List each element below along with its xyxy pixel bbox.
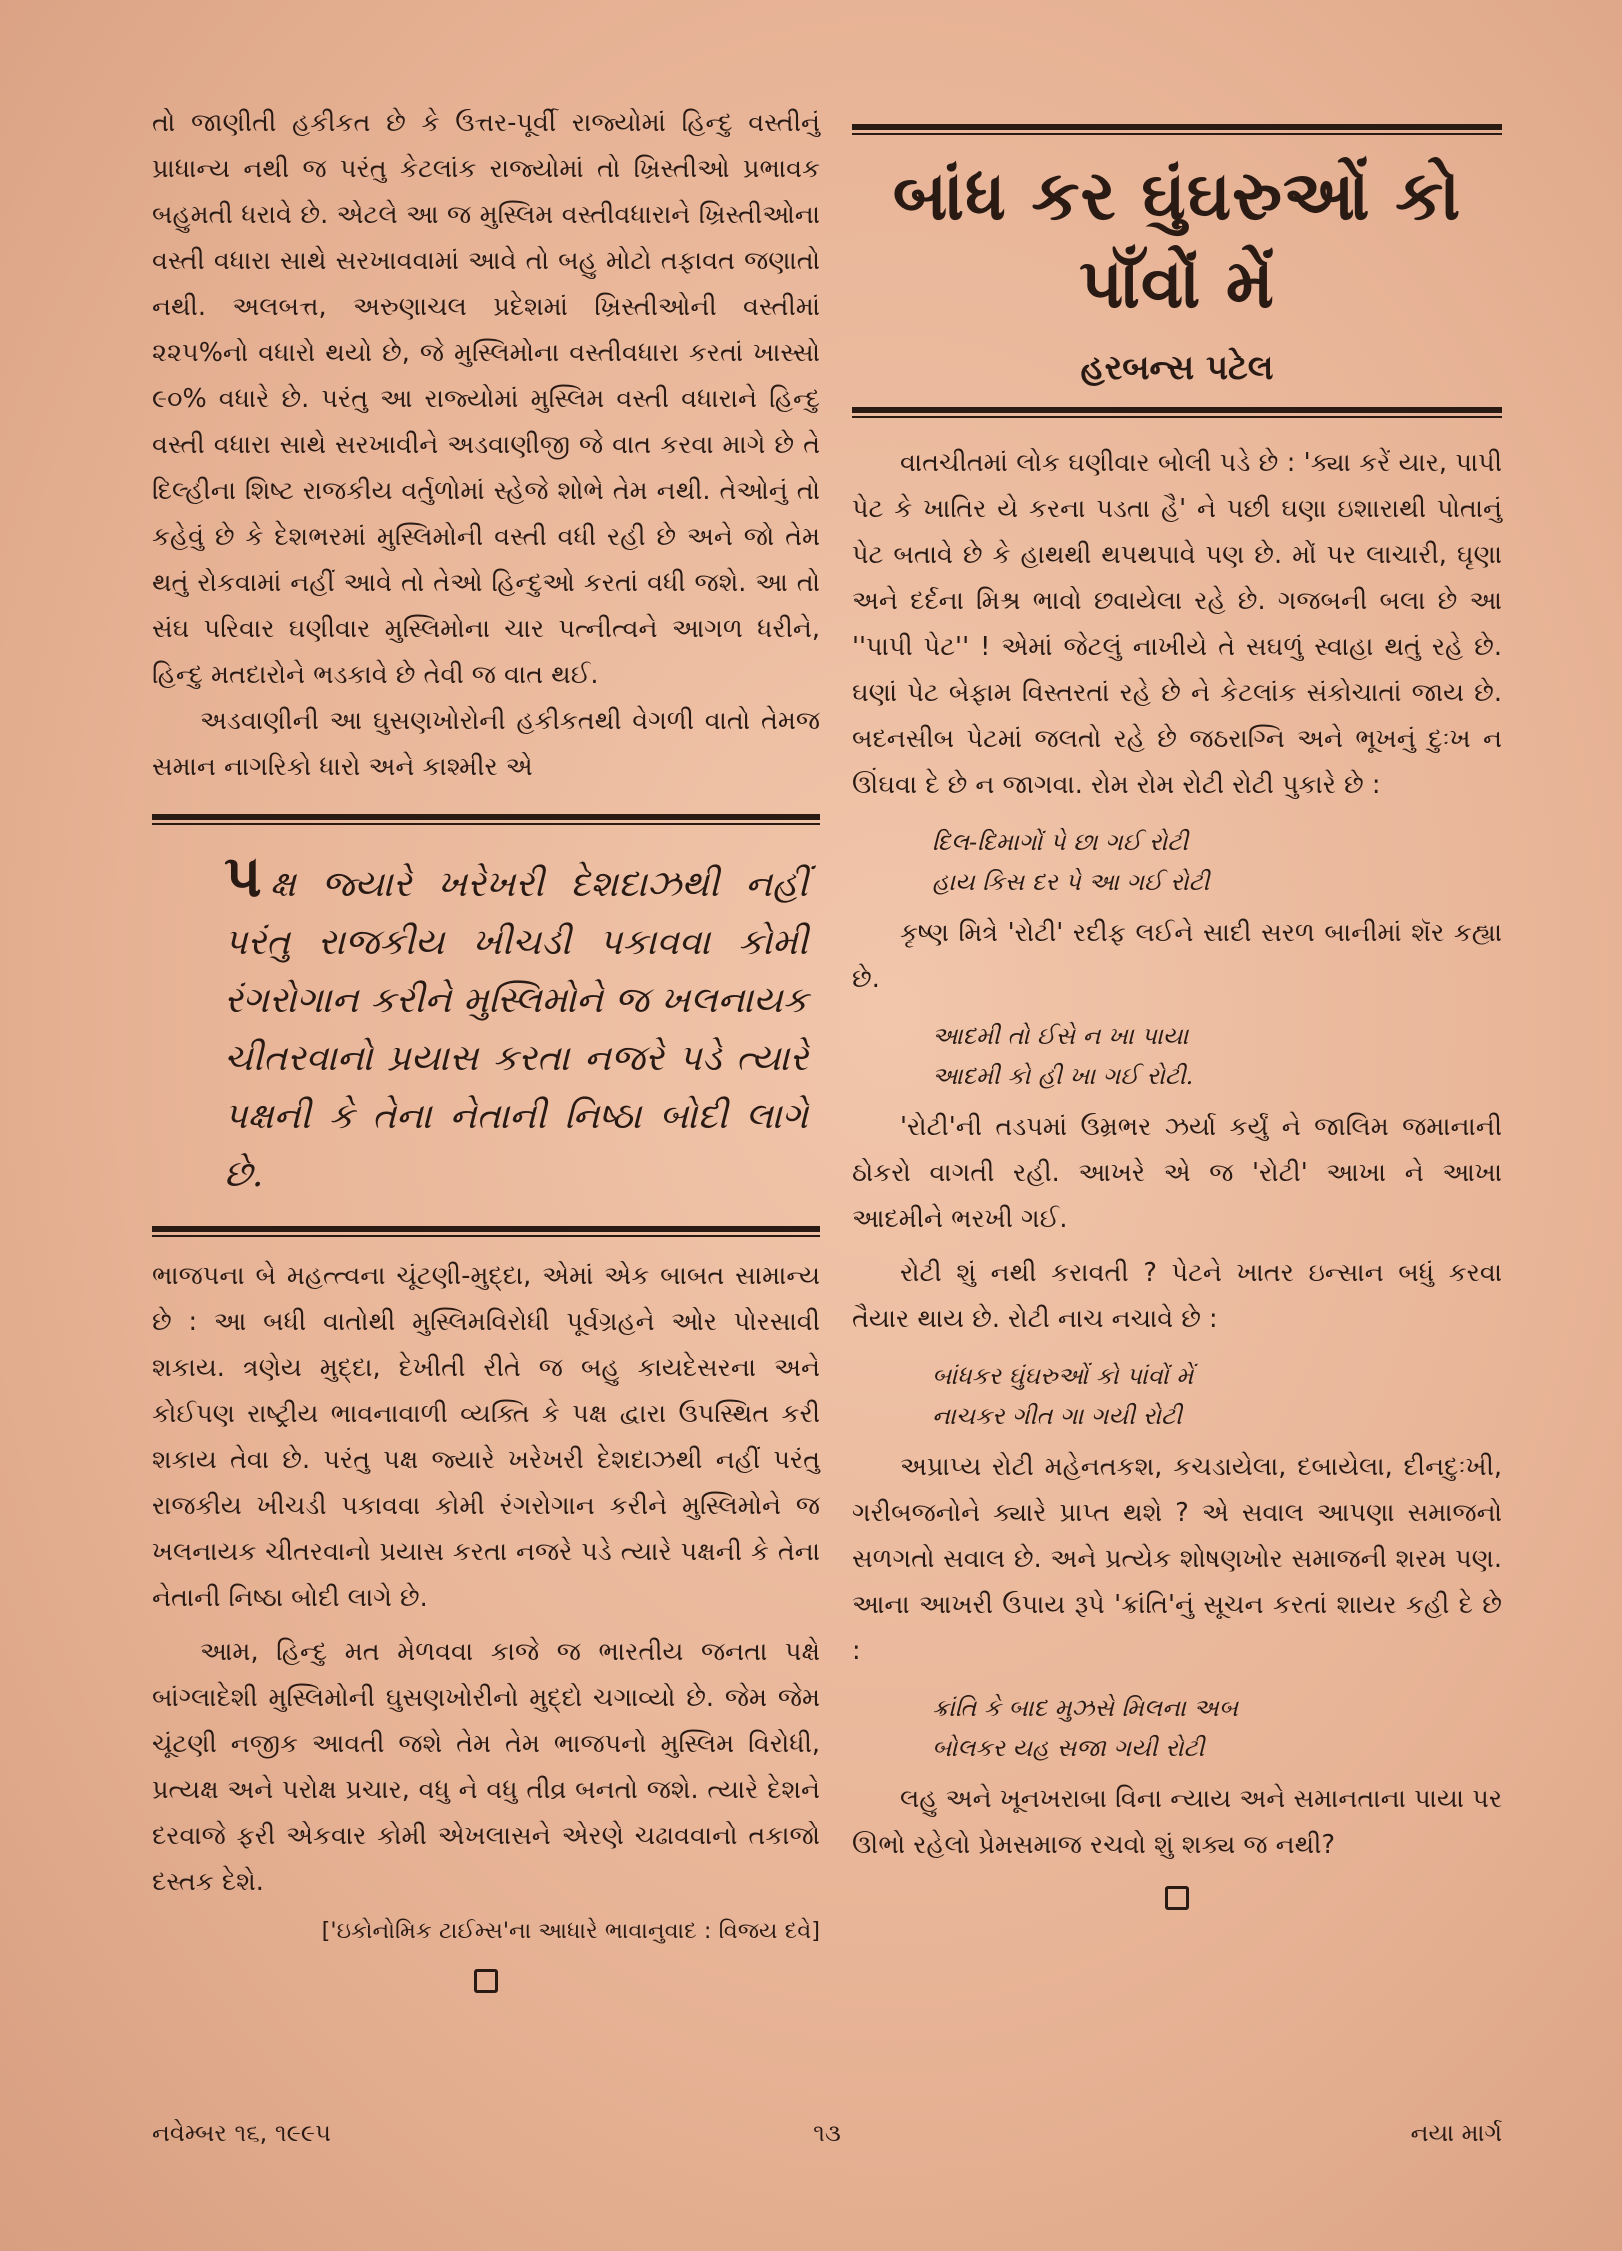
right-para-4: રોટી શું નથી કરાવતી ? પેટને ખાતર ઇન્સાન બધું કરવા તૈયાર થાય છે. રોટી નાચ નચાવે છે : [852,1258,1502,1334]
couplet-1 [852,822,1502,902]
left-column [152,0,820,1993]
left-para-3: ભાજપના બે મહત્ત્વના ચૂંટણી-મુદ્દા, એમાં એક બાબત સામાન્ય છે : આ બધી વાતોથી મુસ્લિમવિરોધી પૂર્વગ્રહને ઓર પોરસાવી શકાય. ત્રણેય મુદ્દા, દેખીતી રીતે જ બહુ કાયદેસરના અને કોઈપણ રાષ્ટ્રીય ભાવનાવાળી વ્યક્તિ કે પક્ષ દ્વારા ઉપસ્થિત કરી શકાય તેવા છે. પરંતુ પક્ષ જ્યારે ખરેખરી દેશદાઝથી નહીં પરંતુ રાજકીય ખીચડી પકાવવા કોમી રંગરોગાન કરીને મુસ્લિમોને જ ખલનાયક ચીતરવાનો પ્રયાસ કરતા નજરે પડે ત્યારે પક્ષની કે તેના નેતાની નિષ્ઠા બોદી લાગે છે. [152,1261,820,1613]
couplet-2 [852,1016,1502,1096]
page-number: ૧૩ [813,2119,841,2147]
pull-quote-bottom-rule [152,1226,820,1237]
author-name: હરબન્સ પટેલ [1080,348,1274,388]
right-para-1: વાતચીતમાં લોક ઘણીવાર બોલી પડે છે : 'ક્યા કરેં યાર, પાપી પેટ કે ખાતિર યે કરના પડતા હૈ' ને પછી ઘણા ઇશારાથી પોતાનું પેટ બતાવે છે કે હાથથી થપથપાવે પણ છે. મોં પર લાચારી, ઘૃણા અને દર્દના મિશ્ર ભાવો છવાયેલા રહે છે. ગજબની બલા છે આ ''પાપી પેટ'' ! એમાં જેટલું નાખીયે તે સઘળું સ્વાહા થતું રહે છે. ઘણાં પેટ બેફામ વિસ્તરતાં રહે છે ને કેટલાંક સંકોચાતાં જાય છે. બદનસીબ પેટમાં જલતો રહે છે જઠરાગ્નિ અને ભૂખનું દુઃખ ન ઊંઘવા દે છે ન જાગવા. રોમ રોમ રોટી રોટી પુકારે છે : [852,448,1502,800]
couplet-4-line-1: ક્રાંતિ કે બાદ મુઝસે મિલના અબ [932,1694,1238,1722]
issue-date: નવેમ્બર ૧૬, ૧૯૯૫ [152,2119,331,2147]
article-title-line-2: પાઁવોં મેં [1079,245,1275,324]
couplet-4 [852,1688,1502,1768]
couplet-3-line-1: બાંધકર ઘુંઘરુઓં કો પાંવોં મેં [932,1362,1194,1390]
couplet-4-line-2: બોલકર યહ સજા ગયી રોટી [932,1734,1205,1762]
pull-quote-top-rule [152,814,820,825]
couplet-3-line-2: નાચકર ગીત ગા ગયી રોટી [932,1402,1182,1430]
right-para-6: લહુ અને ખૂનખરાબા વિના ન્યાય અને સમાનતાના પાયા પર ઊભો રહેલો પ્રેમસમાજ રચવો શું શક્ય જ નથી? [852,1784,1502,1860]
right-para-2: કૃષ્ણ મિત્રે 'રોટી' રદીફ લઈને સાદી સરળ બાનીમાં શૅર કહ્યા છે. [852,918,1502,994]
article-title-line-1: બાંધ કર ઘુંઘરુઓં કો [892,157,1462,236]
right-para-5: અપ્રાપ્ય રોટી મહેનતકશ, કચડાયેલા, દબાયેલા, દીનદુઃખી, ગરીબજનોને ક્યારે પ્રાપ્ત થશે ? એ સવાલ આપણા સમાજનો સળગતો સવાલ છે. અને પ્રત્યેક શોષણખોર સમાજની શરમ પણ. આના આખરી ઉપાય રૂપે 'ક્રાંતિ'નું સૂચન કરતાં શાયર કહી દે છે : [852,1452,1502,1666]
couplet-2-line-1: આદમી તો ઈસે ન ખા પાયા [932,1022,1189,1050]
pull-quote-text: ક્ષ જ્યારે ખરેખરી દેશદાઝથી નહીં પરંતુ રાજકીય ખીચડી પકાવવા કોમી રંગરોગાન કરીને મુસ્લિમોને જ ખલનાયક ચીતરવાનો પ્રયાસ કરતા નજરે પડે ત્યારે પક્ષની કે તેના નેતાની નિષ્ઠા બોદી લાગે છે. [224,864,808,1195]
pull-quote-initial: પ [224,842,262,910]
title-top-rule [852,124,1502,135]
end-mark-right [1165,1886,1189,1910]
couplet-1-line-1: દિલ-દિમાગોં પે છા ગઈ રોટી [932,828,1189,856]
left-para-1: તો જાણીતી હકીકત છે કે ઉત્તર-પૂર્વી રાજ્યોમાં હિન્દુ વસ્તીનું પ્રાધાન્ય નથી જ પરંતુ કેટલાંક રાજ્યોમાં તો ખ્રિસ્તીઓ પ્રભાવક બહુમતી ધરાવે છે. એટલે આ જ મુસ્લિમ વસ્તીવધારાને ખ્રિસ્તીઓના વસ્તી વધારા સાથે સરખાવવામાં આવે તો બહુ મોટો તફાવત જણાતો નથી. અલબત્ત, અરુણાચલ પ્રદેશમાં ખ્રિસ્તીઓની વસ્તીમાં ૨૨૫%નો વધારો થયો છે, જે મુસ્લિમોના વસ્તીવધારા કરતાં ખાસ્સો ૯૦% વધારે છે. પરંતુ આ રાજ્યોમાં મુસ્લિમ વસ્તી વધારાને હિન્દુ વસ્તી વધારા સાથે સરખાવીને અડવાણીજી જે વાત કરવા માગે છે તે દિલ્હીના શિષ્ટ રાજકીય વર્તુળોમાં સ્હેજે શોભે તેમ નથી. તેઓનું તો કહેવું છે કે દેશભરમાં મુસ્લિમોની વસ્તી વધી રહી છે અને જો તેમ થતું રોકવામાં નહીં આવે તો તેઓ હિન્દુઓ કરતાં વધી જશે. આ તો સંઘ પરિવાર ઘણીવાર મુસ્લિમોના ચાર પત્નીત્વને આગળ ધરીને, હિન્દુ મતદારોને ભડકાવે છે તેવી જ વાત થઈ. [152,108,820,690]
article-title [852,153,1502,329]
left-para-2: અડવાણીની આ ઘુસણખોરોની હકીકતથી વેગળી વાતો તેમજ સમાન નાગરિકો ધારો અને કાશ્મીર એ [152,706,820,782]
publication-name: નયા માર્ગ [1410,2119,1502,2147]
left-para-4: આમ, હિન્દુ મત મેળવવા કાજે જ ભારતીય જનતા પક્ષે બાંગ્લાદેશી મુસ્લિમોની ઘુસણખોરીનો મુદ્દો ચગાવ્યો છે. જેમ જેમ ચૂંટણી નજીક આવતી જશે તેમ તેમ ભાજપનો મુસ્લિમ વિરોધી, પ્રત્યક્ષ અને પરોક્ષ પ્રચાર, વધુ ને વધુ તીવ્ર બનતો જશે. ત્યારે દેશને દરવાજે ફરી એકવાર કોમી એખલાસને એરણે ચઢાવવાનો તકાજો દસ્તક દેશે. [152,1637,820,1897]
right-column [852,0,1502,1910]
couplet-2-line-2: આદમી કો હી ખા ગઈ રોટી. [932,1062,1194,1090]
end-mark-left [474,1969,498,1993]
title-bottom-rule [852,407,1502,418]
couplet-1-line-2: હાય કિસ દર પે આ ગઈ રોટી [932,868,1210,896]
couplet-3 [852,1356,1502,1436]
pull-quote [152,842,820,1204]
translation-source: ['ઇકોનોમિક ટાઈમ્સ'ના આધારે ભાવાનુવાદ : વિજય દવે] [321,1918,820,1944]
right-para-3: 'રોટી'ની તડપમાં ઉમ્રભર ઝર્યા કર્યું ને જાલિમ જમાનાની ઠોકરો વાગતી રહી. આખરે એ જ 'રોટી' આખા ને આખા આદમીને ભરખી ગઈ. [852,1112,1502,1234]
